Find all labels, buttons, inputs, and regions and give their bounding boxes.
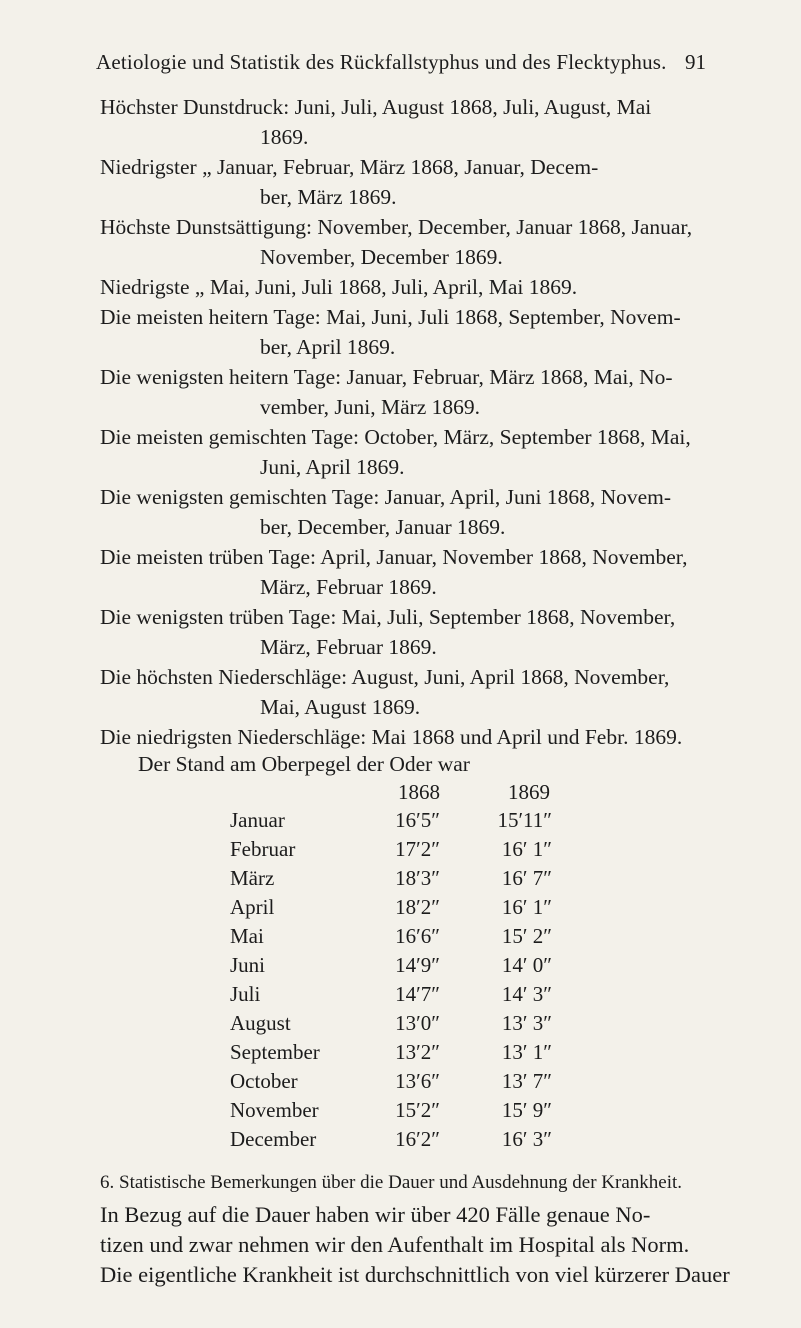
value-1869: 13′ 3″ bbox=[501, 1011, 552, 1035]
entry-text: Die wenigsten gemischten Tage: Januar, April, Juni 1868, Novem- bbox=[100, 485, 672, 509]
value-1868: 17′2″ bbox=[395, 837, 440, 861]
table-row bbox=[0, 837, 801, 867]
entry-text: Die wenigsten trüben Tage: Mai, Juli, September 1868, November, bbox=[100, 605, 676, 629]
month-cell: Mai bbox=[230, 924, 264, 948]
value-1868: 18′2″ bbox=[395, 895, 440, 919]
entry-meisten-heitern-tage bbox=[100, 302, 720, 362]
value-1868: 14′7″ bbox=[395, 982, 440, 1006]
entry-continuation: Juni, April 1869. bbox=[260, 455, 405, 479]
entry-text: Die meisten gemischten Tage: October, März, September 1868, Mai, bbox=[100, 425, 691, 449]
entry-text: Niedrigster „ Januar, Februar, März 1868, Januar, Decem- bbox=[100, 155, 599, 179]
section-title: 6. Statistische Bemerkungen über die Dauer und Ausdehnung der Krankheit. bbox=[100, 1172, 682, 1193]
entry-niedrigsten-niederschlaege bbox=[100, 722, 720, 752]
entry-meisten-gemischten-tage bbox=[100, 422, 720, 482]
running-header bbox=[96, 50, 706, 80]
value-1869: 16′ 7″ bbox=[501, 866, 552, 890]
entry-continuation: 1869. bbox=[260, 125, 309, 149]
value-1869: 15′11″ bbox=[497, 808, 552, 832]
value-1869: 16′ 1″ bbox=[501, 837, 552, 861]
value-1869: 16′ 3″ bbox=[501, 1127, 552, 1151]
entry-hoechste-dunstsaettigung bbox=[100, 212, 720, 272]
entry-text: Höchster Dunstdruck: Juni, Juli, August 1868, Juli, August, Mai bbox=[100, 95, 652, 119]
entry-wenigsten-trueben-tage bbox=[100, 602, 720, 662]
value-1869: 15′ 2″ bbox=[501, 924, 552, 948]
table-row bbox=[0, 895, 801, 925]
month-cell: Februar bbox=[230, 837, 296, 861]
month-cell: Januar bbox=[230, 808, 285, 832]
page-number: 91 bbox=[685, 50, 706, 74]
value-1869: 14′ 3″ bbox=[501, 982, 552, 1006]
value-1868: 16′6″ bbox=[395, 924, 440, 948]
year-1869-header: 1869 bbox=[508, 780, 550, 804]
entry-text: Die niedrigsten Niederschläge: Mai 1868 und April und Febr. 1869. bbox=[100, 725, 683, 749]
month-cell: April bbox=[230, 895, 275, 919]
entry-text: Die höchsten Niederschläge: August, Juni, April 1868, November, bbox=[100, 665, 670, 689]
entry-niedrigster-dunstdruck bbox=[100, 152, 720, 212]
month-cell: Juni bbox=[230, 953, 266, 977]
entry-wenigsten-heitern-tage bbox=[100, 362, 720, 422]
entry-text: Die meisten heitern Tage: Mai, Juni, Juli 1868, September, Novem- bbox=[100, 305, 681, 329]
entry-text: Niedrigste „ Mai, Juni, Juli 1868, Juli, April, Mai 1869. bbox=[100, 275, 578, 299]
entry-continuation: März, Februar 1869. bbox=[260, 635, 437, 659]
table-row bbox=[0, 1127, 801, 1157]
month-cell: October bbox=[230, 1069, 298, 1093]
paragraph-line: Die eigentliche Krankheit ist durchschnittlich von viel kürzerer Dauer bbox=[100, 1262, 730, 1287]
value-1868: 15′2″ bbox=[395, 1098, 440, 1122]
value-1868: 13′6″ bbox=[395, 1069, 440, 1093]
value-1868: 13′2″ bbox=[395, 1040, 440, 1064]
entry-continuation: November, December 1869. bbox=[260, 245, 503, 269]
table-row bbox=[0, 953, 801, 983]
paragraph-line: In Bezug auf die Dauer haben wir über 420 Fälle genaue No- bbox=[100, 1202, 651, 1227]
paragraph-line: tizen und zwar nehmen wir den Aufenthalt im Hospital als Norm. bbox=[100, 1232, 690, 1257]
table-heading: Der Stand am Oberpegel der Oder war bbox=[138, 752, 470, 776]
value-1869: 13′ 1″ bbox=[501, 1040, 552, 1064]
entry-meisten-trueben-tage bbox=[100, 542, 720, 602]
table-row bbox=[0, 924, 801, 954]
value-1869: 14′ 0″ bbox=[501, 953, 552, 977]
month-cell: December bbox=[230, 1127, 317, 1151]
value-1868: 16′5″ bbox=[395, 808, 440, 832]
entry-continuation: ber, März 1869. bbox=[260, 185, 397, 209]
value-1868: 16′2″ bbox=[395, 1127, 440, 1151]
table-row bbox=[0, 1040, 801, 1070]
value-1868: 14′9″ bbox=[395, 953, 440, 977]
entry-wenigsten-gemischten-tage bbox=[100, 482, 720, 542]
entry-continuation: vember, Juni, März 1869. bbox=[260, 395, 481, 419]
entry-text: Die wenigsten heitern Tage: Januar, Februar, März 1868, Mai, No- bbox=[100, 365, 673, 389]
table-row bbox=[0, 866, 801, 896]
value-1869: 15′ 9″ bbox=[501, 1098, 552, 1122]
table-row bbox=[0, 982, 801, 1012]
month-cell: März bbox=[230, 866, 275, 890]
entry-continuation: Mai, August 1869. bbox=[260, 695, 421, 719]
year-1868-header: 1868 bbox=[398, 780, 440, 804]
table-row bbox=[0, 808, 801, 838]
entry-continuation: März, Februar 1869. bbox=[260, 575, 437, 599]
entry-continuation: ber, April 1869. bbox=[260, 335, 396, 359]
entry-niedrigste-dunstsaettigung bbox=[100, 272, 720, 302]
value-1868: 18′3″ bbox=[395, 866, 440, 890]
table-row bbox=[0, 1069, 801, 1099]
month-cell: November bbox=[230, 1098, 319, 1122]
month-cell: September bbox=[230, 1040, 320, 1064]
month-cell: August bbox=[230, 1011, 291, 1035]
table-row bbox=[0, 1098, 801, 1128]
month-cell: Juli bbox=[230, 982, 261, 1006]
entry-text: Die meisten trüben Tage: April, Januar, November 1868, November, bbox=[100, 545, 688, 569]
entry-continuation: ber, December, Januar 1869. bbox=[260, 515, 506, 539]
value-1869: 13′ 7″ bbox=[501, 1069, 552, 1093]
table-row bbox=[0, 1011, 801, 1041]
value-1868: 13′0″ bbox=[395, 1011, 440, 1035]
entry-hoechsten-niederschlaege bbox=[100, 662, 720, 722]
entry-text: Höchste Dunstsättigung: November, December, Januar 1868, Januar, bbox=[100, 215, 693, 239]
value-1869: 16′ 1″ bbox=[501, 895, 552, 919]
running-title: Aetiologie und Statistik des Rückfallstyphus und des Flecktyphus. bbox=[96, 50, 667, 74]
entry-hoechster-dunstdruck bbox=[100, 92, 720, 152]
